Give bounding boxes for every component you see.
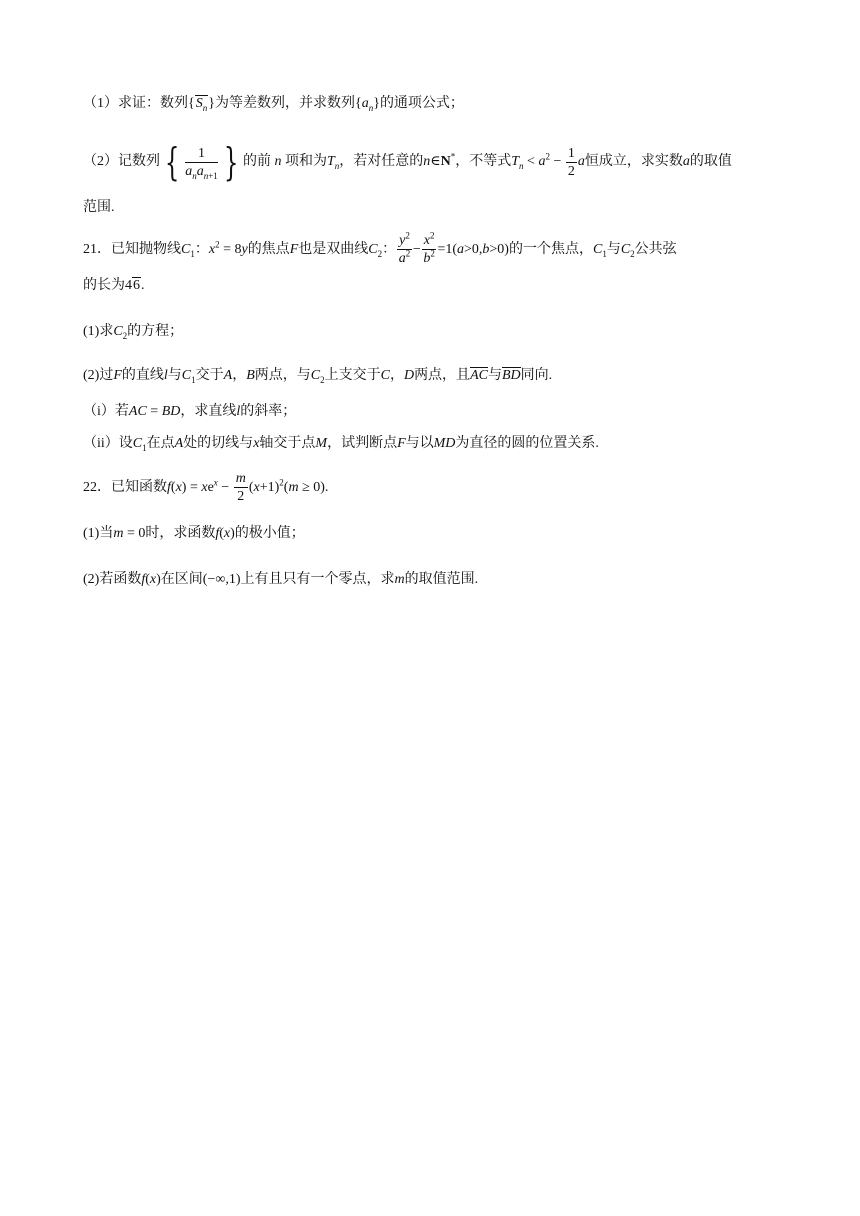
math-an-set: $\{a_n\}$	[354, 96, 380, 113]
problem-20-part-1: （1）求证：数列$\{S_n\}$为等差数列，并求数列$\{a_n\}$的通项公式；	[83, 96, 464, 113]
problem-21-stem-cont: 的长为46.	[83, 278, 145, 293]
problem-21-part-2: (2)过F的直线l与$C_1$交于A，B两点，与$C_2$上支交于C，D两点，且AC与BD同向.	[83, 368, 553, 385]
math-reciprocal-sequence: { $\frac{1}{a_na_{n+1}}$ }	[164, 140, 239, 184]
problem-22-stem: 22．已知函数$f(x) = xe^x$ − $\frac{m}{2}$ $(x+1)^2(m \ge 0)$.	[83, 471, 329, 505]
problem-21-part-2-i: （i）若AC = BD，求直线l的斜率；	[83, 404, 297, 419]
problem-21-part-2-ii: （ii）设$C_1$在点A处的切线与x轴交于点M，试判断点F与以MD为直径的圆的位置关系.	[83, 436, 599, 453]
problem-22-part-2: (2)若函数f(x)在区间(−∞,1)上有且只有一个零点，求m的取值范围.	[83, 572, 479, 587]
problem-21-part-1: (1)求$C_2$的方程；	[83, 324, 184, 341]
problem-20-part-2-cont: 范围.	[83, 200, 115, 215]
problem-22-part-1: (1)当m = 0时，求函数f(x)的极小值；	[83, 526, 305, 541]
problem-20-part-2: （2）记数列 { $\frac{1}{a_na_{n+1}}$ } 的前 n 项和为$T_n$，若对任意的n∈N*，不等式$T_n < a^2$ − $\frac{1}{2}$ a恒成立，求实数a的取值	[83, 140, 732, 184]
math-sqrt-sn-set: $\{S_n\}$	[188, 96, 215, 113]
problem-21-stem: 21．已知抛物线$C_1$：$x^2 = 8y$的焦点F也是双曲线$C_2$： $\frac{y^2}{a^2}$ − $\frac{x^2}{b^2}$ =1(a>0,b>0)的一个焦点，$C_1$与$C_2$公共弦	[83, 230, 677, 267]
